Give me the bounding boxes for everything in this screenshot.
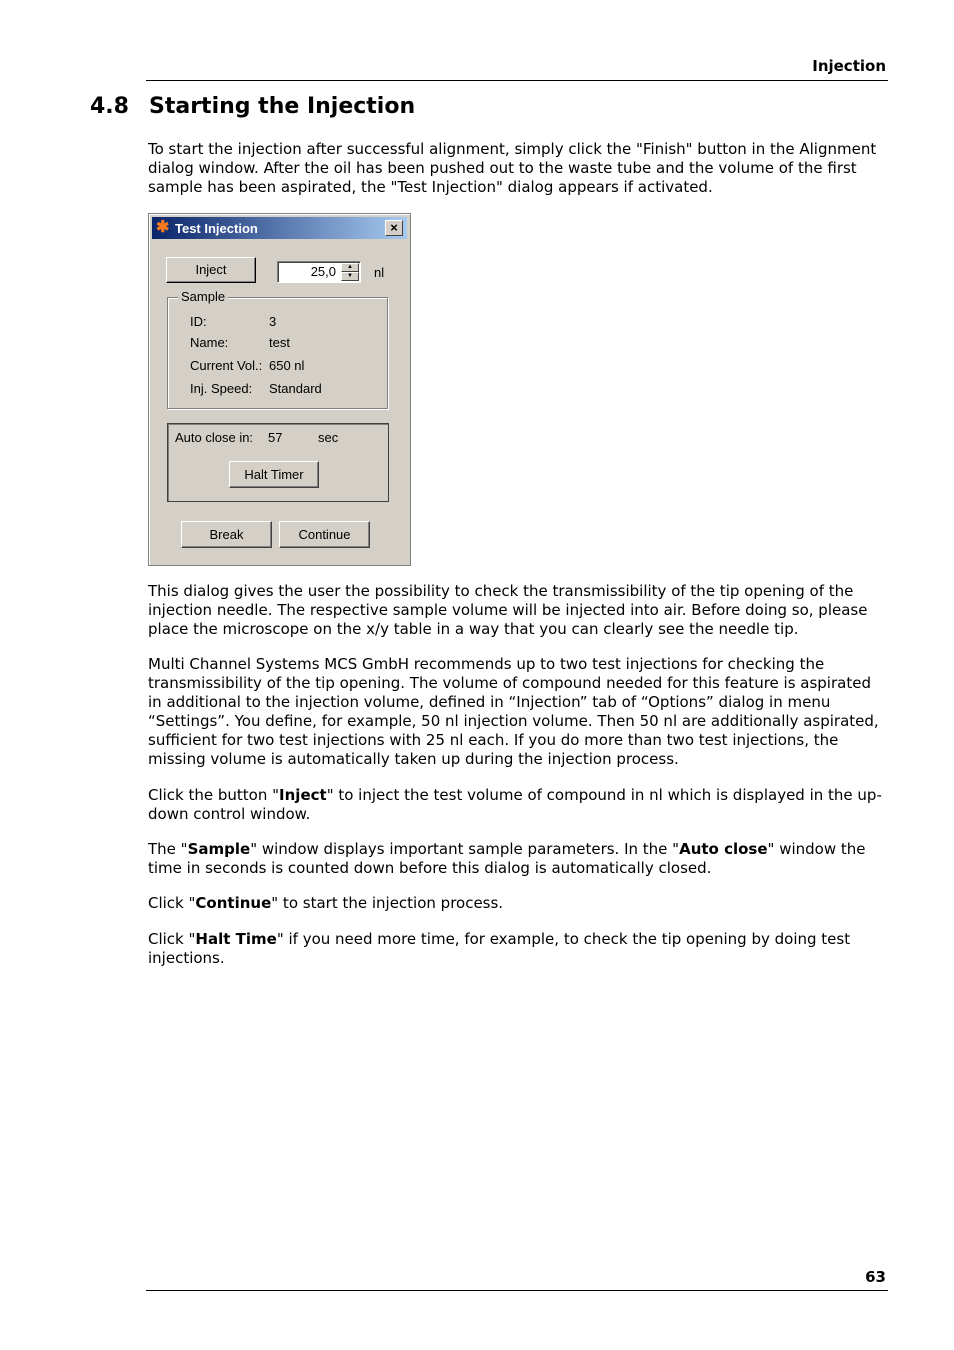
header-rule [146,80,888,81]
autoclose-term: Auto close [679,840,768,858]
autoclose-unit: sec [318,430,339,445]
triangle-up-icon: ▲ [347,264,353,270]
intro-paragraph: To start the injection after successful alignment, simply click the "Finish" button in the Alignment dialog window. After the oil has been pushed out to the waste tube and the volume of the first sample has been aspirated, the "Test Injection" dialog appears if activated. [148,140,877,196]
close-button[interactable] [385,220,403,236]
running-header: Injection [812,57,886,75]
page-number: 63 [865,1268,886,1286]
halt-time-paragraph [148,930,883,968]
sample-id-label: ID: [190,314,207,329]
spin-down-button[interactable] [341,272,359,281]
text-run: Click " [148,894,196,912]
sample-speed-label: Inj. Speed: [190,381,253,396]
autoclose-countdown: 57 [268,430,283,445]
sample-groupbox [167,289,388,409]
test-injection-dialog [148,213,411,566]
text-run: " window displays important sample parameters. In the " [250,840,680,858]
dialog-title: Test Injection [175,221,258,236]
text-run: Click " [148,930,196,948]
volume-spin-input[interactable]: 25,0 [277,261,361,283]
inject-button[interactable]: Inject [166,257,256,283]
inject-paragraph [148,786,883,824]
text-run: " to inject the test volume of compound in nl which is displayed in the up-down control window. [148,786,882,823]
volume-spinner [341,263,359,281]
spin-up-button[interactable] [341,263,359,272]
asterisk-icon: ✱ [156,219,170,236]
sample-term: Sample [187,840,251,858]
sample-volume-label: Current Vol.: [190,358,263,373]
triangle-down-icon: ▼ [347,273,353,279]
halt-time-term: Halt Time [195,930,277,948]
footer-rule [146,1290,888,1291]
sample-volume-value: 650 nl [269,358,305,373]
close-icon: × [390,220,398,235]
text-run: " to start the injection process. [271,894,504,912]
section-number: 4.8 [90,94,129,119]
dialog-purpose-paragraph: This dialog gives the user the possibility to check the transmissibility of the tip opening of the injection needle. The respective sample volume will be injected into air. Before doing so, please place the microscope on the x/y table in a way that you can clearly see the needle tip. [148,582,868,638]
sample-name-label: Name: [190,335,229,350]
inject-term: Inject [279,786,327,804]
text-run: " window the time in seconds is counted down before this dialog is automatically closed. [148,840,866,877]
section-title-text: Starting the Injection [149,94,416,119]
dialog-titlebar [152,217,407,239]
continue-button[interactable]: Continue [279,521,370,548]
text-run: The " [148,840,188,858]
volume-unit: nl [374,265,385,280]
continue-paragraph [148,894,883,913]
autoclose-panel [167,423,389,502]
sample-speed-value: Standard [269,381,322,396]
autoclose-label: Auto close in: [175,430,254,445]
text-run: " if you need more time, for example, to check the tip opening by doing test injections. [148,930,851,967]
sample-group-caption: Sample [178,289,228,304]
break-button[interactable]: Break [181,521,272,548]
recommendation-paragraph: Multi Channel Systems MCS GmbH recommends up to two test injections for checking the transmissibility of the tip opening. The volume of compound needed for this feature is aspirated in additional to the injection volume, defined in “Injection” tab of “Options” dialog in menu “Settings”. You define, for example, 50 nl injection volume. Then 50 nl are additionally aspirated, sufficient for two test injections with 25 nl each. If you do more than two test injections, the missing volume is automatically taken up during the injection process. [148,655,879,768]
halt-timer-button[interactable]: Halt Timer [229,461,319,488]
continue-term: Continue [195,894,272,912]
sample-id-value: 3 [269,314,277,329]
sample-paragraph [148,840,883,878]
section-title [90,94,415,119]
text-run: Click the button " [148,786,280,804]
sample-name-value: test [269,335,290,350]
